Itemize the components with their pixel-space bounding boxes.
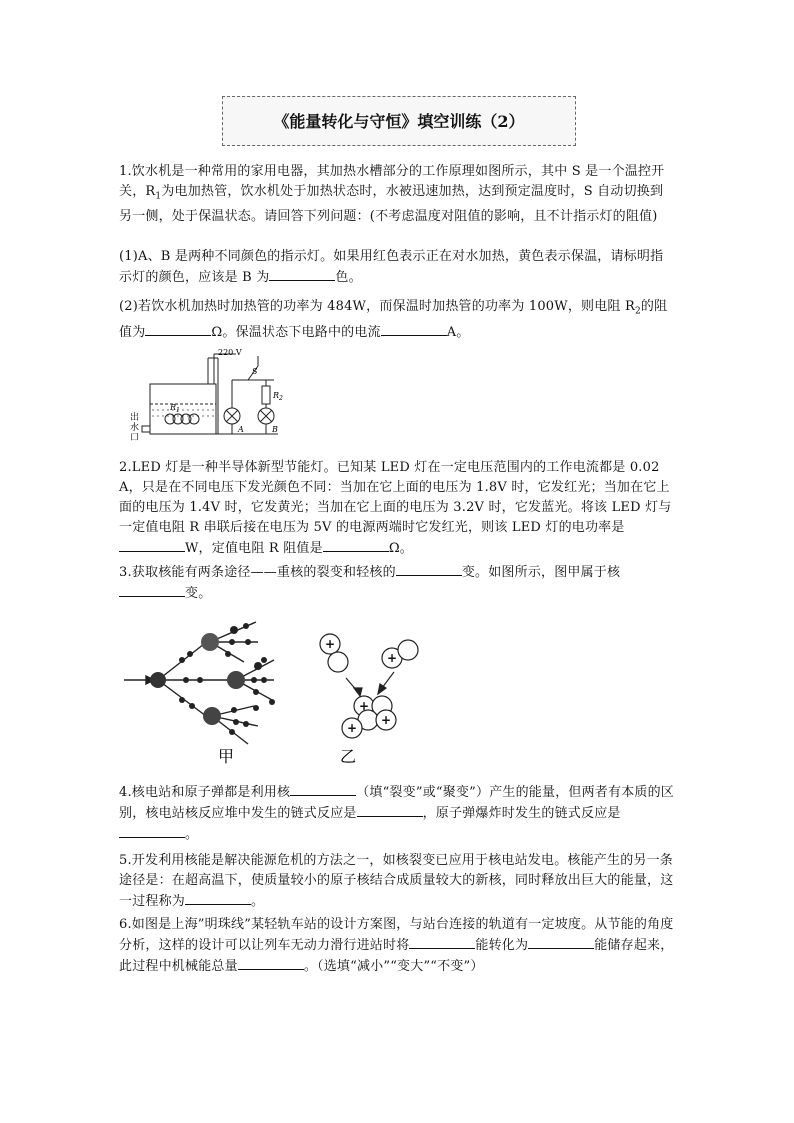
question-1-part-2: [119, 297, 675, 343]
answer-blank[interactable]: [409, 935, 475, 949]
answer-blank[interactable]: [119, 583, 185, 597]
title-box: [222, 96, 576, 146]
question-4: [119, 782, 675, 845]
q5-text-a: 5.开发利用核能是解决能源危机的方法之一，如核裂变已应用于核电站发电。核能产生的另一条途径是：在超高温下，使质量较小的原子核结合成质量较大的新核，同时释放出巨大的能量，这一过程称为: [119, 853, 674, 909]
outlet-label-2: 水: [130, 423, 140, 433]
q1-part2-sub: 2: [634, 306, 641, 317]
q1-part1-b: 色。: [335, 270, 362, 285]
page-title: 《能量转化与守恒》填空训练（2）: [273, 112, 525, 131]
answer-blank[interactable]: [185, 891, 251, 905]
answer-blank[interactable]: [290, 782, 356, 796]
q1-intro-sub: 1: [155, 191, 162, 202]
q1-part2-a: (2)若饮水机加热时加热管的功率为 484W，而保温时加热管的功率为 100W，则电阻 R: [119, 299, 635, 314]
nuclear-figure: [124, 608, 440, 768]
lamp-b-label: B: [272, 425, 278, 434]
q1-part1-a: (1)A、B 是两种不同颜色的指示灯。如果用红色表示正在对水加热，黄色表示保温，请标明指示灯的颜色，应该是 B 为: [119, 249, 664, 285]
answer-blank[interactable]: [238, 956, 304, 970]
resistor-r2: [262, 386, 270, 404]
q4-text-a: 4.核电站和原子弹都是利用核: [119, 785, 291, 800]
q6-text-d: 。（选填“减小”“变大”“不变”）: [303, 959, 484, 974]
answer-blank[interactable]: [381, 322, 447, 336]
answer-blank[interactable]: [145, 322, 211, 336]
answer-blank[interactable]: [323, 538, 389, 552]
q2-text-a: 2.LED 灯是一种半导体新型节能灯。已知某 LED 灯在一定电压范围内的工作电流都是 0.02A，只是在不同电压下发光颜色不同：当加在它上面的电压为 1.8V 时，它发红光；当加在它上面的电压为 1.4V 时，它发黄光；当加在它上面的电压为 3.2V 时，它发蓝光。将该 LED 灯与一定值电阻 R 串联后接在电压为 5V 的电源两端时它发红光，则该 LED 灯的电功率是: [119, 460, 672, 535]
resistor-label: $R_2$: [273, 391, 283, 402]
q3-text-c: 变。: [185, 586, 212, 601]
q4-text-c: ，原子弹爆炸时发生的链式反应是: [422, 806, 621, 821]
answer-blank[interactable]: [119, 824, 185, 838]
lamp-a-label: A: [238, 425, 244, 434]
voltage-label: 220 V: [218, 348, 242, 357]
question-2: [119, 458, 675, 559]
heater-label: $R_1$: [170, 403, 180, 414]
answer-blank[interactable]: [396, 562, 462, 576]
q4-text-b: （填“裂变”或“聚变”）产生的能量，但两者有本质的区别，核电站核反应堆中发生的链式反应是: [119, 785, 675, 821]
answer-blank[interactable]: [528, 935, 594, 949]
answer-blank[interactable]: [119, 538, 185, 552]
q2-text-c: Ω。: [388, 541, 414, 556]
proton-plus-3: +: [358, 699, 370, 713]
figure-label-left: 甲: [218, 747, 235, 766]
q5-text-b: 。: [251, 894, 265, 909]
q1-part2-c: Ω。保温状态下电路中的电流: [211, 324, 381, 340]
q4-text-d: 。: [185, 827, 199, 842]
water-tank: [150, 384, 216, 434]
proton-plus-4: +: [380, 713, 392, 727]
question-6: [119, 915, 675, 977]
question-1-part-1: [119, 247, 675, 288]
proton-plus-2: +: [386, 651, 398, 665]
outlet-pipe: [142, 426, 150, 432]
question-5: [119, 851, 675, 912]
q1-part2-d: A。: [446, 324, 470, 340]
q6-text-c: 能储存起来，此过程中机械能总量: [119, 938, 674, 974]
circuit-diagram: [118, 344, 288, 444]
proton-plus-1: +: [324, 637, 336, 651]
proton-plus-5: +: [346, 721, 358, 735]
q6-text-a: 6.如图是上海”明珠线”某轻轨车站的设计方案图，与站台连接的轨道有一定坡度。从节能的角度分析，这样的设计可以让列车无动力滑行进站时将: [119, 917, 674, 953]
question-1-intro: [119, 162, 675, 227]
q1-intro-b: 为电加热管，饮水机处于加热状态时，水被迅速加热，达到预定温度时，S 自动切换到另一侧，处于保温状态。请回答下列问题：(不考虑温度对阻值的影响，且不计指示灯的阻值): [119, 184, 664, 224]
q1-intro-a: 1.饮水机是一种常用的家用电器，其加热水槽部分的工作原理如图所示，其中 S 是一个温控开关，R: [119, 164, 665, 199]
q1-part2-b: 的阻值为: [119, 299, 668, 340]
outlet-label-3: 口: [130, 433, 140, 443]
q3-text-b: 变。如图所示，图甲属于核: [461, 565, 621, 580]
q2-text-b: W，定值电阻 R 阻值是: [185, 541, 323, 556]
answer-blank[interactable]: [269, 267, 335, 281]
q3-text-a: 3.获取核能有两条途径——重核的裂变和轻核的: [119, 565, 396, 580]
q6-text-b: 能转化为: [475, 938, 529, 953]
fission-diagram: [124, 622, 275, 766]
answer-blank[interactable]: [357, 803, 423, 817]
figure-label-right: 乙: [340, 747, 357, 766]
switch-label: S: [252, 367, 258, 376]
question-3: [119, 562, 675, 604]
outlet-label-1: 出: [130, 413, 140, 423]
